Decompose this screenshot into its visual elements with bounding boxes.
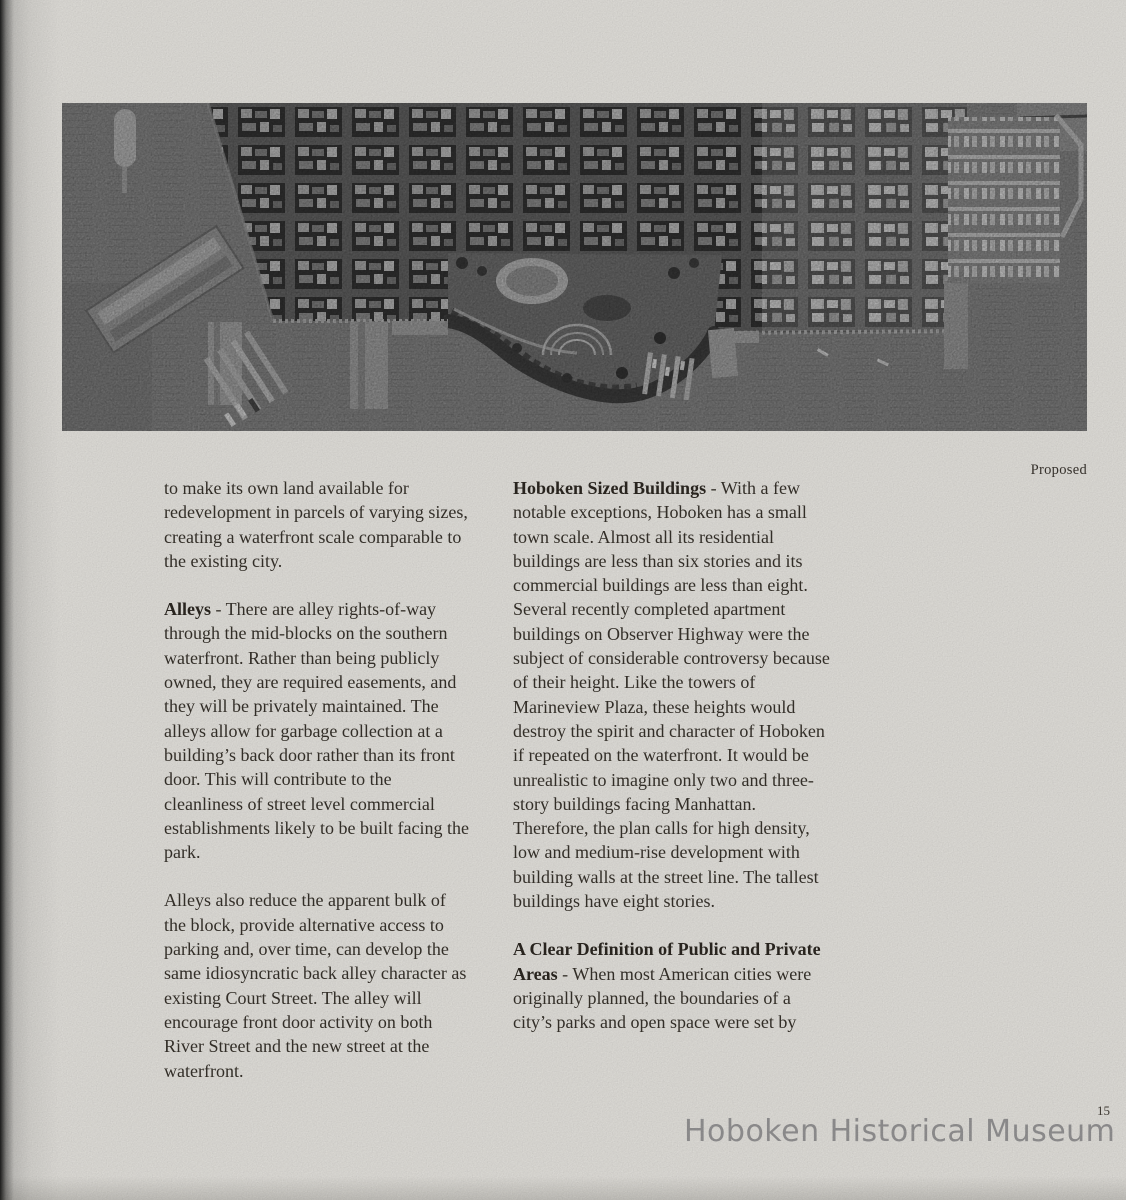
aerial-photo-proposed-waterfront [62,103,1087,431]
binding-edge-shadow [0,0,60,1200]
paragraph [513,937,833,1034]
paragraph [164,476,470,573]
text-column-left [164,476,470,1107]
paragraph-lead: A Clear Definition of Public and Private Areas [513,939,821,984]
paragraph [164,888,470,1082]
page-number: 15 [1097,1103,1110,1118]
paragraph-lead: Hoboken Sized Buildings [513,478,707,498]
paragraph-body: - When most American cities were originally planned, the boundaries of a city’s parks and open space were set by [513,963,812,1033]
paragraph-body: Alleys also reduce the apparent bulk of the block, provide alternative access to parking and, over time, can develop the same idiosyncratic back alley character as existing Court Street. The alley will encourage front door activity on both River Street and the new street at the waterfront. [164,890,467,1081]
paragraph [513,476,833,913]
text-column-right [513,476,833,1059]
paragraph [164,597,470,864]
page-bottom-shadow [0,1176,1126,1200]
paragraph-body: - There are alley rights-of-way through the mid-blocks on the southern waterfront. Rather than being publicly owned, they are required easements, and they will be privately maintained. The alleys allow for garbage collection at a building’s back door rather than its front door. This will contribute to the cleanliness of street level commercial establishments likely to be built facing the park. [164,599,469,863]
paragraph-lead: Alleys [164,599,211,620]
paragraph-body: - With a few notable exceptions, Hoboken has a small town scale. Almost all its residential buildings are less than six stories and its commercial buildings are less than eight. Several recently completed apartment buildings on Observer Highway were the subject of considerable controversy because of their height. Like the towers of Marineview Plaza, these heights would destroy the spirit and character of Hoboken if repeated on the waterfront. It would be unrealistic to imagine only two and three-story buildings facing Manhattan. Therefore, the plan calls for high density, low and medium-rise development with building walls at the street line. The tallest buildings have eight stories. [513,478,830,912]
photo-caption: Proposed [1030,462,1087,478]
paragraph-body: to make its own land available for redevelopment in parcels of varying sizes, creating a waterfront scale comparable to the existing city. [164,478,468,571]
watermark: Hoboken Historical Museum [684,1114,1116,1149]
